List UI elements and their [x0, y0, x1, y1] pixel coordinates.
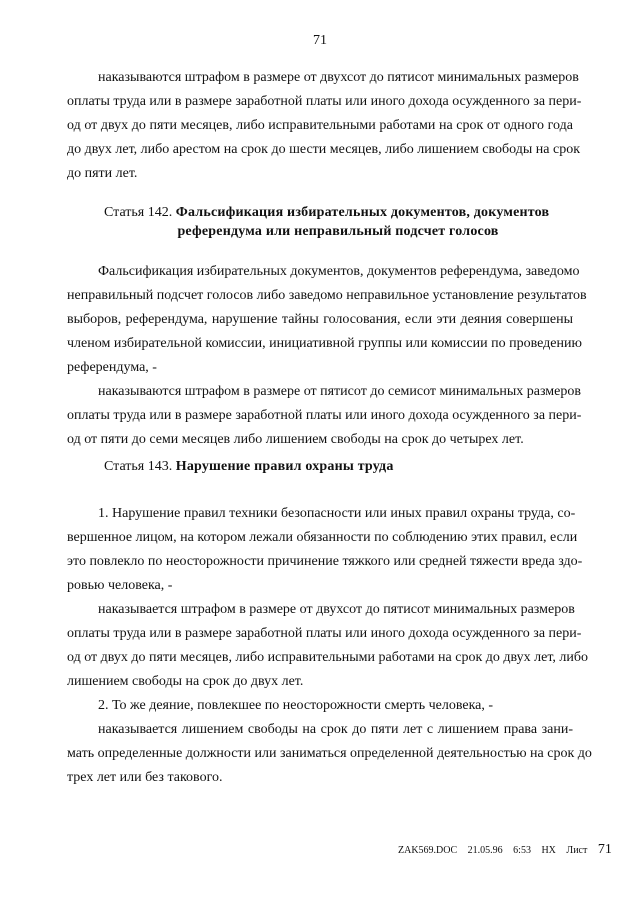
text-line: ровью человека, -	[67, 578, 173, 593]
article-142-heading	[104, 203, 549, 222]
article-title: референдума или неправильный подсчет голосов	[177, 224, 499, 239]
text-line: од от пяти до семи месяцев либо лишением свободы на срок до четырех лет.	[67, 432, 524, 447]
text-line: наказывается штрафом в размере от двухсот до пятисот минимальных размеров	[98, 602, 575, 617]
text-line: выборов, референдума, нарушение тайны голосования, если эти деяния совершены	[67, 312, 573, 327]
article-title: Фальсификация избирательных документов, документов	[175, 205, 550, 220]
text-line: 1. Нарушение правил техники безопасности или иных правил охраны труда, со-	[98, 506, 576, 521]
text-line: наказывается лишением свободы на срок до пяти лет с лишением права зани-	[98, 722, 573, 737]
footer-file: ZAK569.DOC	[398, 845, 458, 856]
paragraph-article-142	[67, 260, 587, 452]
article-143-heading	[104, 457, 394, 476]
text-line: од от двух до пяти месяцев, либо исправительными работами на срок до двух лет, либо	[67, 650, 589, 665]
text-line: оплаты труда или в размере заработной платы или иного дохода осужденного за пери-	[67, 626, 582, 641]
text-line: Фальсификация избирательных документов, документов референдума, заведомо	[98, 264, 580, 279]
article-label: Статья 142.	[104, 205, 173, 220]
text-line: референдума, -	[67, 360, 157, 375]
paragraph-article-143	[67, 502, 592, 790]
text-line: мать определенные должности или заниматься определенной деятельностью на срок до	[67, 746, 592, 761]
text-line: од от двух до пяти месяцев, либо исправительными работами на срок от одного года	[67, 118, 573, 133]
footer-time: 6:53	[513, 845, 531, 856]
article-142-heading-line2	[0, 222, 640, 241]
paragraph-penalty-141	[67, 66, 582, 186]
text-line: до двух лет, либо арестом на срок до шести месяцев, либо лишением свободы на срок	[67, 142, 580, 157]
document-footer	[398, 842, 612, 858]
text-line: оплаты труда или в размере заработной платы или иного дохода осужденного за пери-	[67, 408, 582, 423]
text-line: неправильный подсчет голосов либо заведомо неправильное установление результатов	[67, 288, 587, 303]
footer-date: 21.05.96	[467, 845, 503, 856]
article-title: Нарушение правил охраны труда	[175, 459, 394, 474]
text-line: 2. То же деяние, повлекшее по неосторожности смерть человека, -	[98, 698, 494, 713]
footer-initials: НХ	[541, 845, 556, 856]
page-number: 71	[313, 33, 327, 48]
text-line: лишением свободы на срок до двух лет.	[67, 674, 304, 689]
text-line: это повлекло по неосторожности причинение тяжкого или средней тяжести вреда здо-	[67, 554, 583, 569]
text-line: вершенное лицом, на котором лежали обязанности по соблюдению этих правил, если	[67, 530, 578, 545]
text-line: оплаты труда или в размере заработной платы или иного дохода осужденного за пери-	[67, 94, 582, 109]
footer-sheet-label: Лист	[566, 845, 588, 856]
text-line: членом избирательной комиссии, инициативной группы или комиссии по проведению	[67, 336, 582, 351]
footer-sheet-number: 71	[597, 842, 612, 857]
text-line: до пяти лет.	[67, 166, 138, 181]
text-line: наказываются штрафом в размере от пятисот до семисот минимальных размеров	[98, 384, 581, 399]
text-line: трех лет или без такового.	[67, 770, 223, 785]
text-line: наказываются штрафом в размере от двухсот до пятисот минимальных размеров	[98, 70, 579, 85]
article-label: Статья 143.	[104, 459, 173, 474]
